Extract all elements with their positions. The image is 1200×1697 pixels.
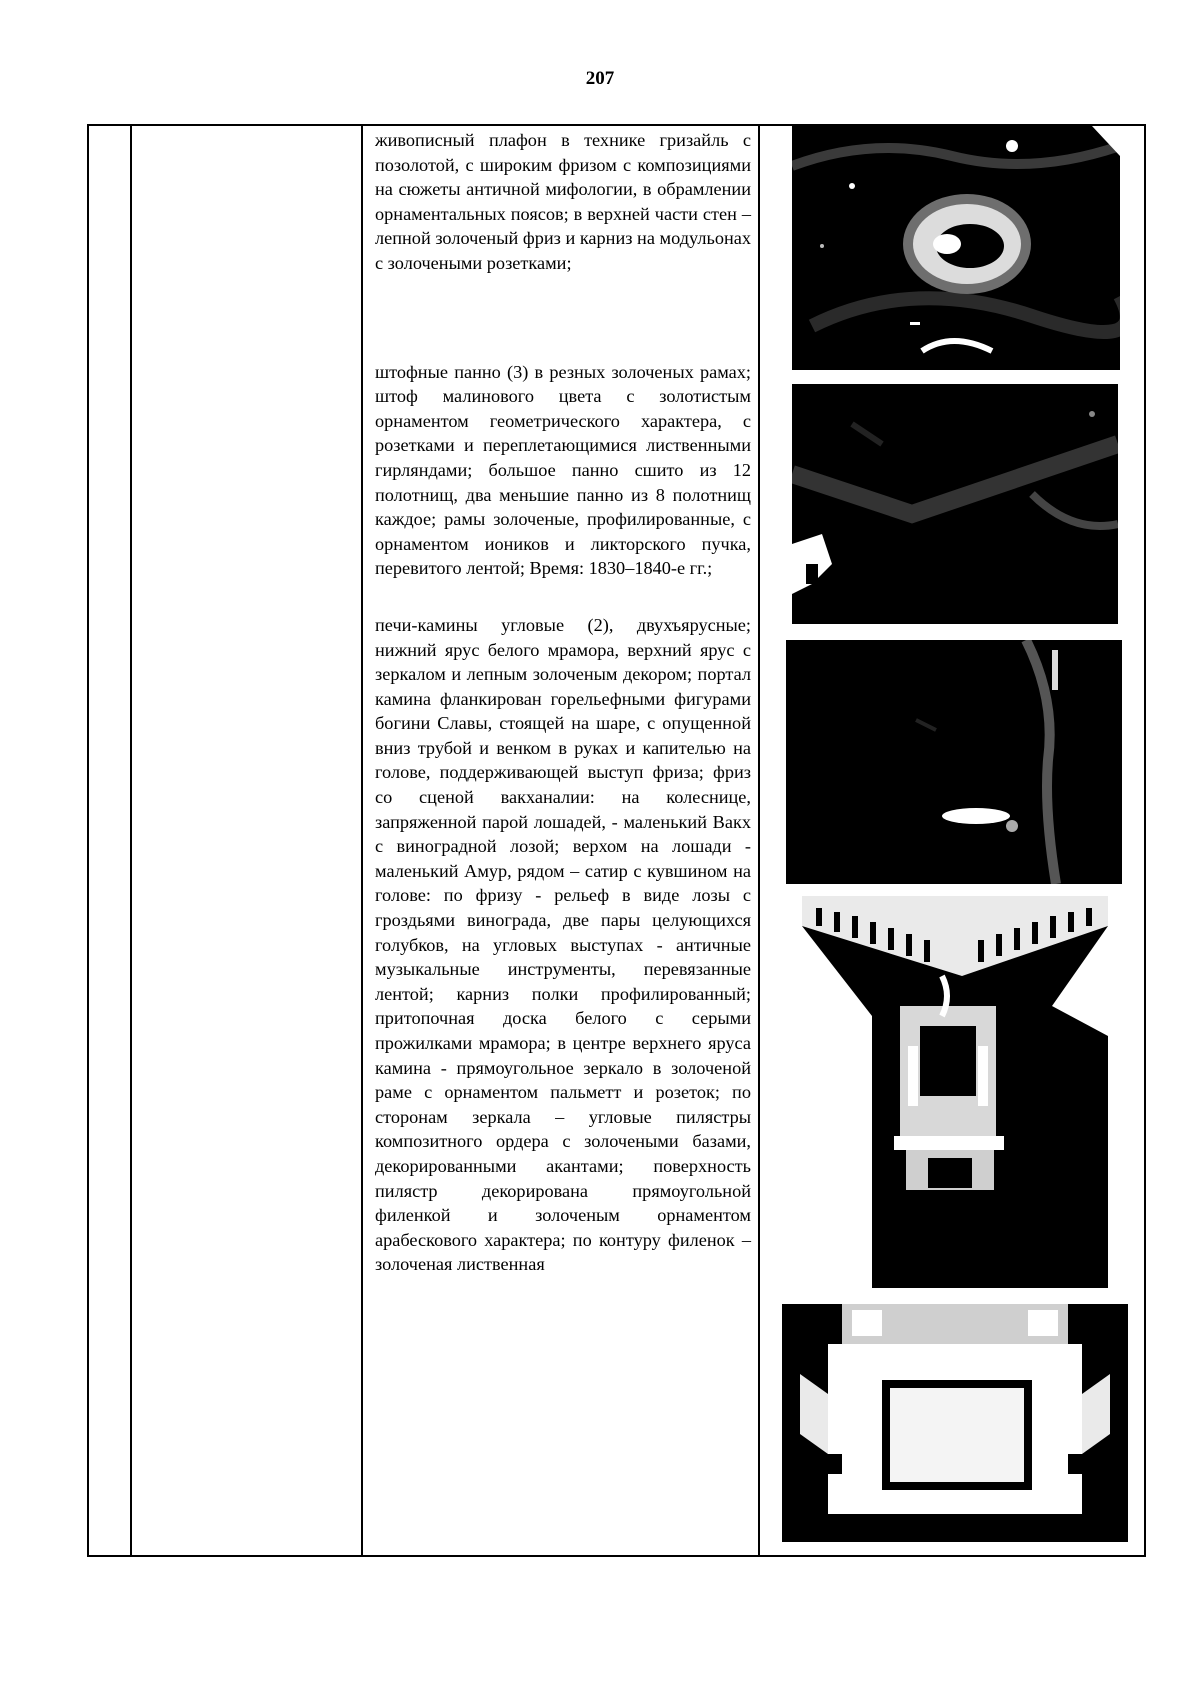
column-divider-2 xyxy=(361,126,363,1555)
ceiling-photo-image xyxy=(792,126,1120,370)
column-divider-3 xyxy=(758,126,760,1555)
silk-panels-photo-image xyxy=(792,384,1118,624)
fireplace-mirror-photo-image xyxy=(782,1304,1128,1542)
photo-silk-panels xyxy=(792,384,1118,624)
photo-corner-detail xyxy=(786,640,1122,884)
photo-corner-fireplace xyxy=(802,896,1108,1288)
description-cell xyxy=(375,128,751,1277)
paragraph-fireplaces: печи-камины угловые (2), двухъярусные; нижний ярус белого мрамора, верхний ярус с зеркалом и лепным золоченым декором; портал камина фланкирован горельефными фигурами богини Славы, стоящей на шаре, с опущенной вниз трубой и венком в руках и капителью на голове, поддерживающей выступ фриза; фриз со сценой вакханалии: на колеснице, запряженной парой лошадей, - маленький Вакх с виноградной лозой; верхом на лошади - маленький Амур, рядом – сатир с кувшином на голове: по фризу - рельеф в виде лозы с гроздьями винограда, две пары целующихся голубков, на угловых выступах - античные музыкальные инструменты, перевязанные лентой; карниз полки профилированный; притопочная доска белого с серыми прожилками мрамора; в центре верхнего яруса камина - прямоугольное зеркало в золоченой раме с орнаментом пальметт и розеток; по сторонам зеркала – угловые пилястры композитного ордера с золочеными базами, декорированными акантами; поверхность пилястр декорирована прямоугольной филенкой и золоченым орнаментом арабескового характера; по контуру филенок – золоченая лиственная xyxy=(375,614,751,1275)
paragraph-silk-panels: штофные панно (3) в резных золоченых рамах; штоф малинового цвета с золотистым орнаментом геометрического характера, с розетками и переплетающимися лиственными гирляндами; большое панно сшито из 12 полотнищ, два меньшие панно из 8 полотнищ каждое; рамы золоченые, профилированные, с орнаментом иоников и ликторского пучка, перевитого лентой; Время: 1830–1840-е гг.; xyxy=(375,361,751,579)
page-number: 207 xyxy=(585,68,615,89)
corner-detail-photo-image xyxy=(786,640,1122,884)
corner-fireplace-photo-image xyxy=(802,896,1108,1288)
photo-ceiling xyxy=(792,126,1120,370)
paragraph-plafond: живописный плафон в технике гризайль с позолотой, с широким фризом с композициями на сюжеты античной мифологии, в обрамлении орнаментальных поясов; в верхней части стен – лепной золоченый фриз и карниз на модульонах с золочеными розетками; xyxy=(375,130,751,273)
photo-fireplace-mirror xyxy=(782,1304,1128,1542)
column-divider-1 xyxy=(130,126,132,1555)
